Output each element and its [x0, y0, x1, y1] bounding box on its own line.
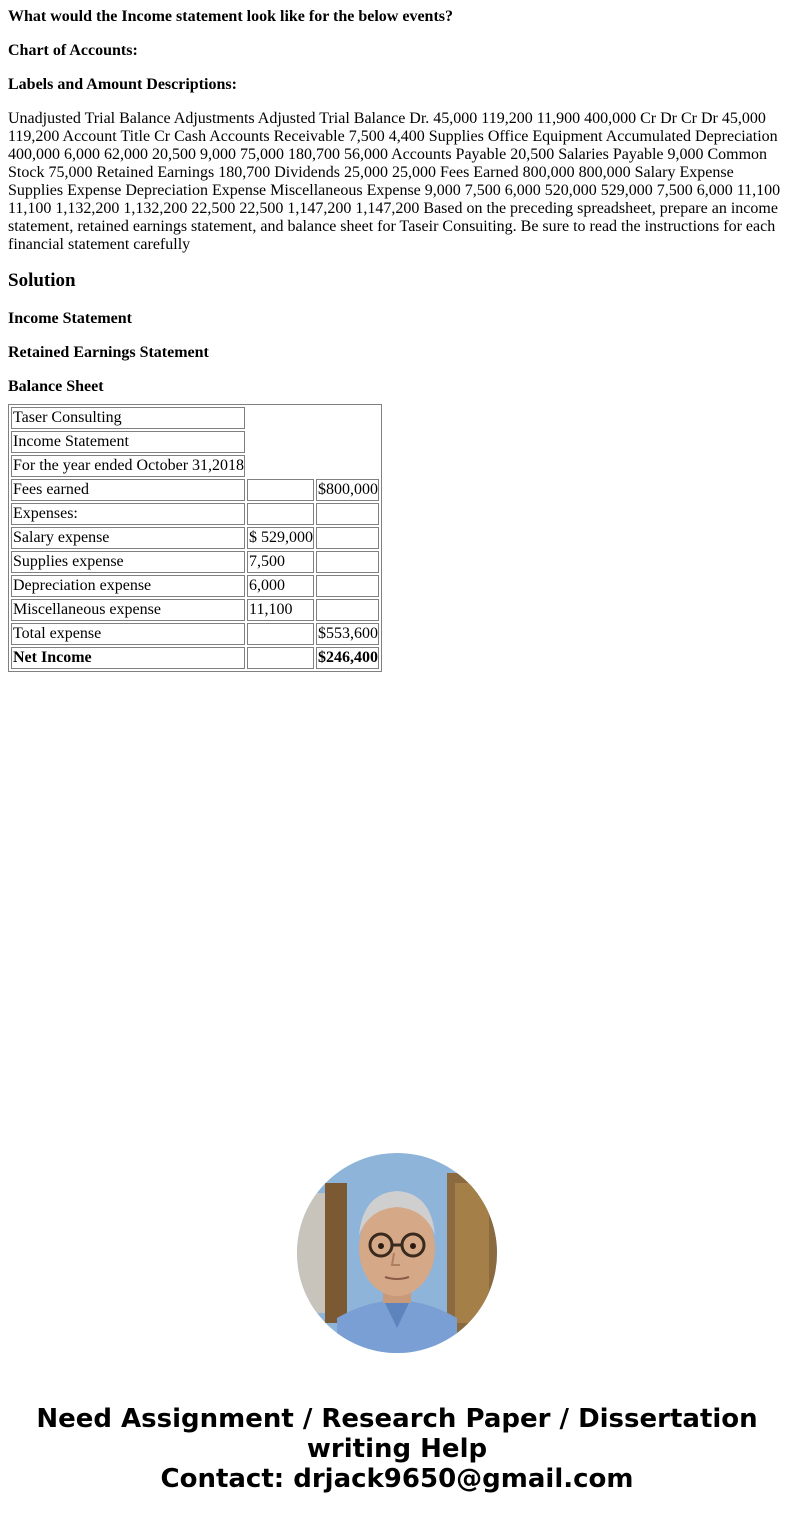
row-amount: [247, 503, 314, 525]
row-total: $246,400: [316, 647, 379, 669]
row-label: Miscellaneous expense: [11, 599, 245, 621]
row-amount: 7,500: [247, 551, 314, 573]
empty-cell: [247, 407, 379, 429]
table-row: [11, 575, 379, 597]
table-row: [11, 503, 379, 525]
income-statement-heading: Income Statement: [8, 310, 132, 327]
labels-heading: Labels and Amount Descriptions:: [8, 76, 237, 93]
banner-line-1: Need Assignment / Research Paper / Dissertation: [36, 1404, 758, 1434]
table-row: [11, 455, 379, 477]
table-row: [11, 551, 379, 573]
banner-contact: Contact: drjack9650@gmail.com: [160, 1464, 634, 1494]
table-row: [11, 431, 379, 453]
row-label: Fees earned: [11, 479, 245, 501]
table-row: [11, 623, 379, 645]
period-cell: For the year ended October 31,2018: [11, 455, 245, 477]
income-statement-table: [8, 404, 382, 672]
row-total: $800,000: [316, 479, 379, 501]
solution-title: Solution: [8, 270, 76, 291]
empty-cell: [247, 431, 379, 453]
row-amount: 6,000: [247, 575, 314, 597]
chart-of-accounts-heading: Chart of Accounts:: [8, 42, 138, 59]
row-total: [316, 551, 379, 573]
empty-cell: [247, 455, 379, 477]
document-content: [8, 8, 786, 672]
row-amount: $ 529,000: [247, 527, 314, 549]
net-income-row: [11, 647, 379, 669]
row-label: Net Income: [11, 647, 245, 669]
row-amount: [247, 647, 314, 669]
row-label: Depreciation expense: [11, 575, 245, 597]
row-amount: [247, 623, 314, 645]
row-label: Salary expense: [11, 527, 245, 549]
row-total: $553,600: [316, 623, 379, 645]
row-amount: [247, 479, 314, 501]
row-label: Supplies expense: [11, 551, 245, 573]
tutor-avatar: [297, 1153, 497, 1353]
retained-earnings-heading: Retained Earnings Statement: [8, 344, 209, 361]
table-row: [11, 527, 379, 549]
tutor-portrait-image: [297, 1153, 497, 1353]
question-body: Unadjusted Trial Balance Adjustments Adjusted Trial Balance Dr. 45,000 119,200 11,900 400,000 Cr Dr Cr Dr 45,000 119,200 Account Title Cr Cash Accounts Receivable 7,500 4,400 Supplies Office Equipment Accumulated Depreciation 400,000 6,000 62,000 20,500 9,000 75,000 180,700 56,000 Accounts Payable 20,500 Salaries Payable 9,000 Common Stock 75,000 Retained Earnings 180,700 Dividends 25,000 25,000 Fees Earned 800,000 800,000 Salary Expense Supplies Expense Depreciation Expense Miscellaneous Expense 9,000 7,500 6,000 520,000 529,000 7,500 6,000 11,100 11,100 1,132,200 1,132,200 22,500 22,500 1,147,200 1,147,200 Based on the preceding spreadsheet, prepare an income statement, retained earnings statement, and balance sheet for Taseir Consuiting. Be sure to read the instructions for each financial statement carefully: [8, 110, 781, 253]
row-label: Expenses:: [11, 503, 245, 525]
table-row: [11, 599, 379, 621]
promo-banner: [0, 1404, 794, 1494]
table-row: [11, 407, 379, 429]
banner-line-2: writing Help: [306, 1434, 488, 1464]
company-name-cell: Taser Consulting: [11, 407, 245, 429]
row-amount: 11,100: [247, 599, 314, 621]
row-total: [316, 527, 379, 549]
statement-name-cell: Income Statement: [11, 431, 245, 453]
row-total: [316, 503, 379, 525]
row-total: [316, 599, 379, 621]
table-row: [11, 479, 379, 501]
balance-sheet-heading: Balance Sheet: [8, 378, 104, 395]
row-label: Total expense: [11, 623, 245, 645]
question-title: What would the Income statement look like for the below events?: [8, 8, 454, 25]
row-total: [316, 575, 379, 597]
